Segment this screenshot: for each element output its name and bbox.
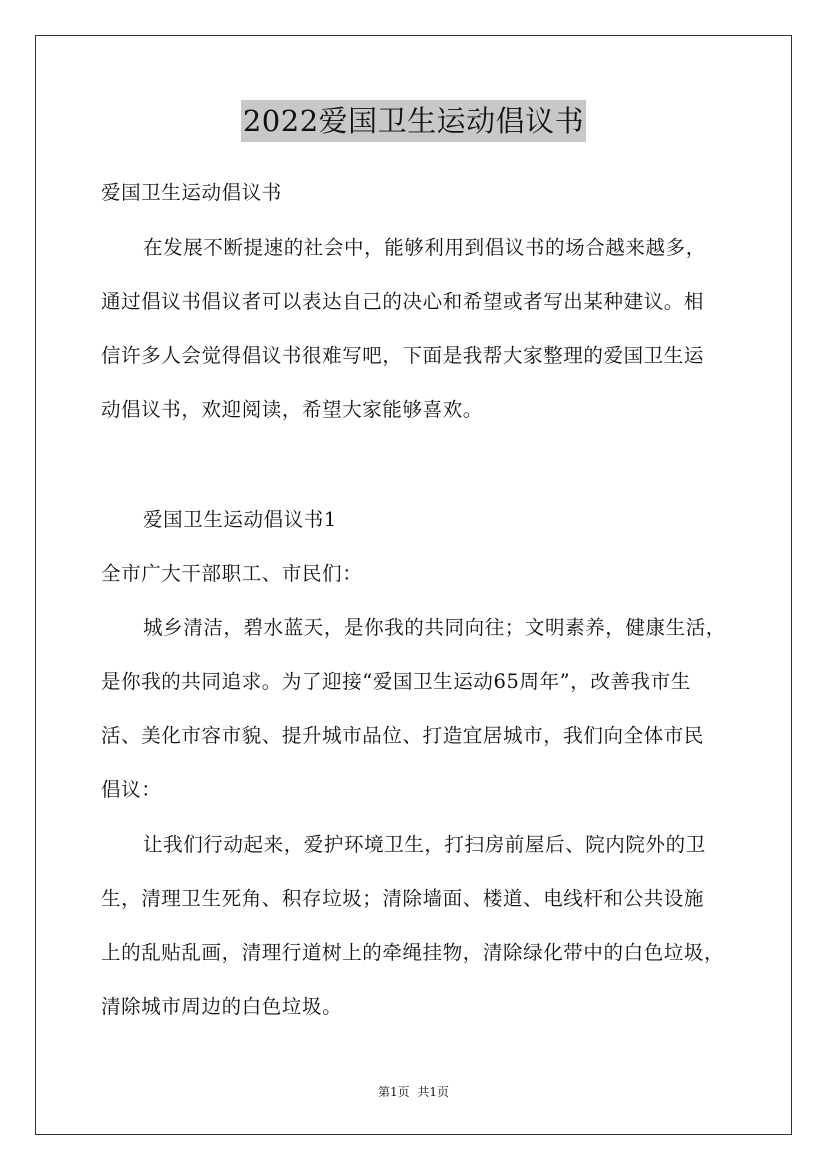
document-title: 2022爱国卫生运动倡议书 [241, 100, 586, 142]
page-number: 第1页 [377, 1085, 410, 1099]
paragraph-line: 清除城市周边的白色垃圾。 [101, 995, 343, 1018]
page-footer [0, 1084, 827, 1100]
paragraph-line: 是你我的共同追求。为了迎接“爱国卫生运动65周年”，改善我市生 [101, 670, 691, 693]
paragraph-line: 让我们行动起来，爱护环境卫生，打扫房前屋后、院内院外的卫 [143, 833, 706, 856]
paragraph-line: 通过倡议书倡议者可以表达自己的决心和希望或者写出某种建议。相 [101, 290, 705, 313]
paragraph-line: 倡议： [101, 778, 162, 801]
subsection-heading: 爱国卫生运动倡议书1 [143, 508, 337, 531]
paragraph-line: 上的乱贴乱画，清理行道树上的牵绳挂物，清除绿化带中的白色垃圾， [101, 941, 725, 964]
paragraph-line: 信许多人会觉得倡议书很难写吧，下面是我帮大家整理的爱国卫生运 [101, 344, 705, 367]
paragraph-line: 城乡清洁，碧水蓝天，是你我的共同向往；文明素养，健康生活， [143, 616, 726, 639]
section-heading: 爱国卫生运动倡议书 [101, 181, 282, 204]
salutation-line: 全市广大干部职工、市民们： [101, 562, 363, 585]
paragraph-line: 动倡议书，欢迎阅读，希望大家能够喜欢。 [101, 398, 483, 421]
title-wrap [0, 100, 827, 142]
paragraph-line: 在发展不断提速的社会中，能够利用到倡议书的场合越来越多， [143, 236, 706, 259]
page-total: 共1页 [417, 1085, 450, 1099]
paragraph-line: 生，清理卫生死角、积存垃圾；清除墙面、楼道、电线杆和公共设施 [101, 887, 705, 910]
paragraph-line: 活、美化市容市貌、提升城市品位、打造宜居城市，我们向全体市民 [101, 724, 705, 747]
